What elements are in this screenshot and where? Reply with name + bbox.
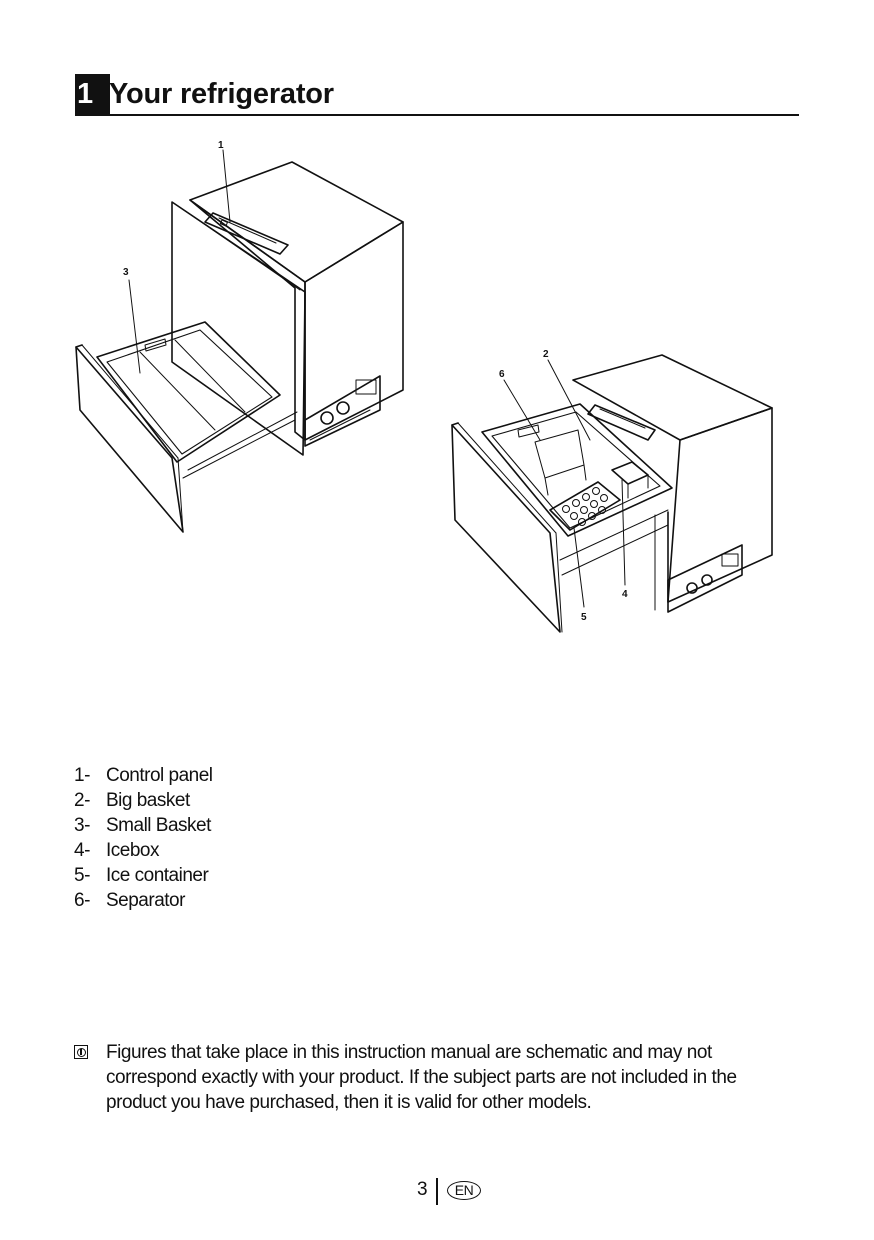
- parts-list: [74, 763, 213, 913]
- list-item: [74, 813, 213, 838]
- part-name: Icebox: [106, 840, 159, 861]
- part-number: 2-: [74, 790, 90, 811]
- part-name: Ice container: [106, 865, 209, 886]
- callout-4: 4: [622, 589, 628, 600]
- callout-2: 2: [543, 349, 549, 360]
- callout-3: 3: [123, 267, 129, 278]
- note-text: Figures that take place in this instruction manual are schematic and may not correspond exactly with your product. If the subject parts are not included in the product you have purchased, then it is valid for other models.: [106, 1042, 737, 1113]
- list-item: [74, 888, 213, 913]
- section-number: 1: [75, 74, 110, 114]
- refrigerator-right-illustration: [452, 355, 772, 632]
- list-item: [74, 788, 213, 813]
- part-name: Control panel: [106, 765, 213, 786]
- list-item: [74, 863, 213, 888]
- part-number: 4-: [74, 840, 90, 861]
- callout-6: 6: [499, 369, 505, 380]
- refrigerator-left-illustration: [76, 150, 403, 532]
- callout-5: 5: [581, 612, 587, 623]
- part-name: Separator: [106, 890, 185, 911]
- info-icon: [74, 1045, 88, 1059]
- part-name: Small Basket: [106, 815, 211, 836]
- part-name: Big basket: [106, 790, 190, 811]
- language-badge: EN: [447, 1181, 481, 1200]
- list-item: [74, 763, 213, 788]
- list-item: [74, 838, 213, 863]
- footer-divider: [436, 1178, 438, 1205]
- part-number: 5-: [74, 865, 90, 886]
- part-number: 6-: [74, 890, 90, 911]
- callout-1: 1: [218, 140, 224, 151]
- section-title: Your refrigerator: [109, 78, 334, 110]
- page-number: 3: [417, 1179, 428, 1200]
- part-number: 3-: [74, 815, 90, 836]
- part-number: 1-: [74, 765, 90, 786]
